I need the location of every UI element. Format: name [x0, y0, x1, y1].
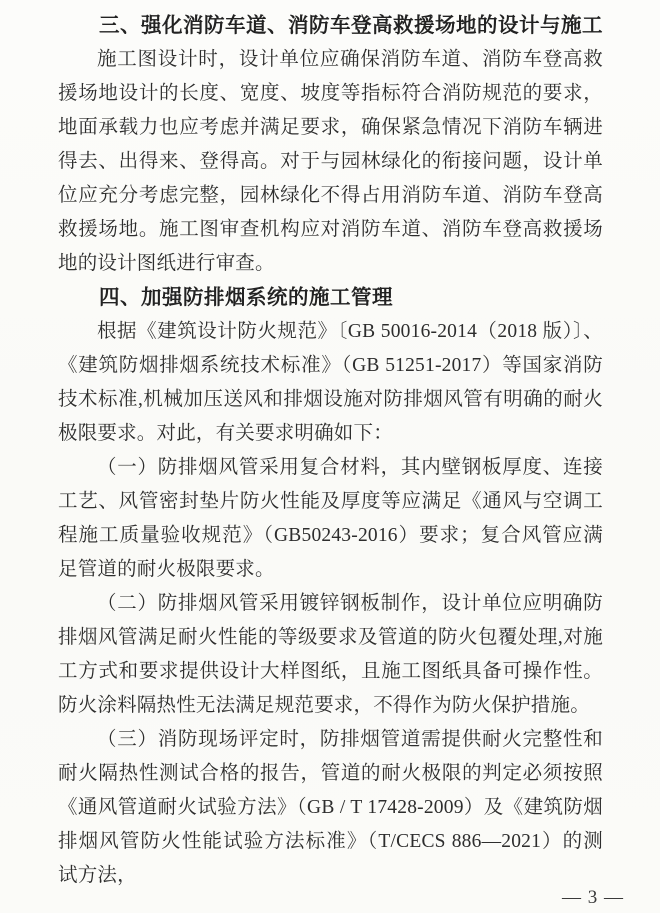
page-number: — 3 —	[562, 887, 624, 908]
paragraph-smoke-control-standards: 根据《建筑设计防火规范》〔GB 50016-2014（2018 版）〕、《建筑防烟排烟系统技术标准》（GB 51251-2017）等国家消防技术标准,机械加压送风和排烟设施对防排烟风管有明确的耐火极限要求。对此，有关要求明确如下：	[58, 321, 603, 444]
section-heading-four: 四、加强防排烟系统的施工管理	[99, 286, 393, 309]
paragraph-fire-lane-design: 施工图设计时，设计单位应确保消防车道、消防车登高救援场地设计的长度、宽度、坡度等指标符合消防规范的要求，地面承载力也应考虑并满足要求，确保紧急情况下消防车辆进得去、出得来、登得高。对于与园林绿化的衔接问题，设计单位应充分考虑完整，园林绿化不得占用消防车道、消防车登高救援场地。施工图审查机构应对消防车道、消防车登高救援场地的设计图纸进行审查。	[58, 49, 603, 274]
paragraph-item-three-site-assessment: （三）消防现场评定时，防排烟管道需提供耐火完整性和耐火隔热性测试合格的报告，管道的耐火极限的判定必须按照《通风管道耐火试验方法》（GB / T 17428-2009）及《建筑防烟排烟风管防火性能试验方法标准》（T/CECS 886—2021）的测试方法，	[58, 729, 603, 886]
paragraph-item-two-galvanized-duct: （二）防排烟风管采用镀锌钢板制作，设计单位应明确防排烟风管满足耐火性能的等级要求及管道的防火包覆处理,对施工方式和要求提供设计大样图纸，且施工图纸具备可操作性。防火涂料隔热性无法满足规范要求，不得作为防火保护措施。	[58, 593, 603, 716]
paragraph-item-one-composite-duct: （一）防排烟风管采用复合材料，其内壁钢板厚度、连接工艺、风管密封垫片防火性能及厚度等应满足《通风与空调工程施工质量验收规范》（GB50243-2016）要求；复合风管应满足管道的耐火极限要求。	[58, 457, 603, 580]
section-heading-three: 三、强化消防车道、消防车登高救援场地的设计与施工	[99, 14, 603, 37]
